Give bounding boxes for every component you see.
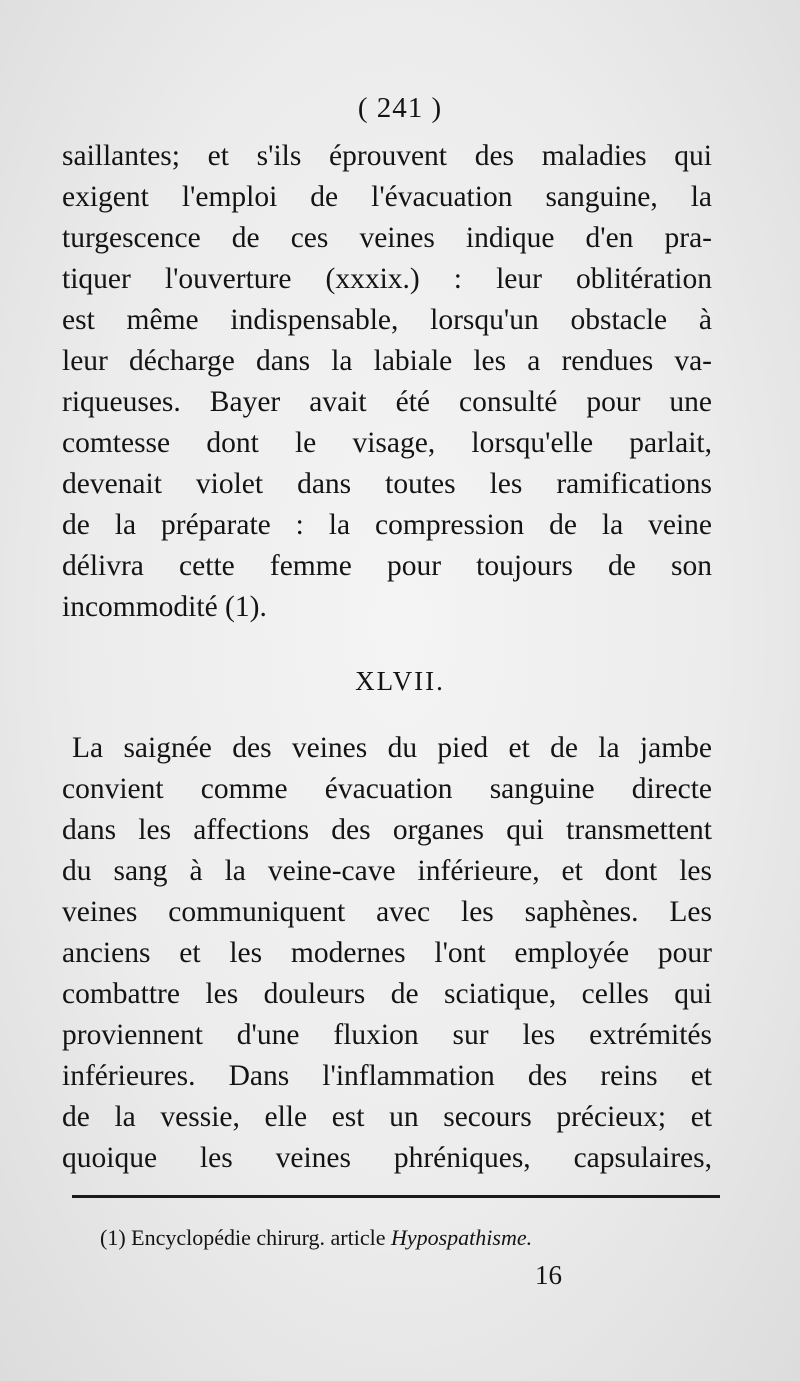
section-heading: XLVII.: [355, 666, 445, 696]
paragraph-2: [62, 728, 712, 1179]
text-line: est même indispensable, lorsqu'un obstacle à: [62, 304, 712, 336]
text-line: proviennent d'une fluxion sur les extrémités: [62, 1019, 712, 1051]
text-line: de la préparate : la compression de la veine: [62, 509, 712, 541]
text-line: veines communiquent avec les saphènes. Les: [62, 896, 712, 928]
text-line: La saignée des veines du pied et de la jambe: [72, 732, 712, 764]
text-line: du sang à la veine-cave inférieure, et dont les: [62, 855, 712, 887]
footnote: [100, 1225, 532, 1251]
signature-mark: 16: [535, 1260, 562, 1290]
text-line: leur décharge dans la labiale les a rendues va-: [62, 345, 712, 377]
page-number: ( 241 ): [357, 92, 443, 124]
text-line: inférieures. Dans l'inflammation des reins et: [62, 1060, 712, 1092]
text-line: quoique les veines phréniques, capsulaires,: [62, 1142, 712, 1174]
text-line: turgescence de ces veines indique d'en pra-: [62, 222, 712, 254]
text-line: combattre les douleurs de sciatique, celles qui: [62, 978, 712, 1010]
paragraph-1: [62, 136, 712, 628]
text-line: saillantes; et s'ils éprouvent des maladies qui: [62, 140, 712, 172]
footnote-italic-term: Hypospathisme.: [390, 1225, 533, 1250]
text-line: délivra cette femme pour toujours de son: [62, 550, 712, 582]
text-line: tiquer l'ouverture (xxxix.) : leur oblitération: [62, 263, 712, 295]
text-line: de la vessie, elle est un secours précieux; et: [62, 1101, 712, 1133]
footnote-divider: [72, 1195, 720, 1198]
text-line: devenait violet dans toutes les ramifications: [62, 468, 712, 500]
text-line: exigent l'emploi de l'évacuation sanguine, la: [62, 181, 712, 213]
footnote-marker: (1): [100, 1225, 126, 1250]
text-line: riqueuses. Bayer avait été consulté pour une: [62, 386, 712, 418]
text-line: convient comme évacuation sanguine directe: [62, 773, 712, 805]
text-line: incommodité (1).: [62, 591, 267, 623]
text-line: comtesse dont le visage, lorsqu'elle parlait,: [62, 427, 712, 459]
text-line: anciens et les modernes l'ont employée pour: [62, 937, 712, 969]
text-line: dans les affections des organes qui transmettent: [62, 814, 712, 846]
footnote-text: Encyclopédie chirurg. article: [131, 1225, 386, 1250]
